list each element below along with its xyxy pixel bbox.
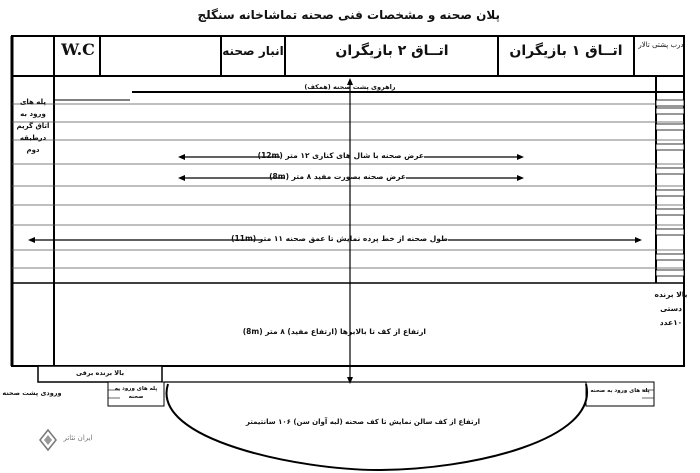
page-title: پلان صحنه و مشخصات فنی صحنه تماشاخانه سنگلج (197, 8, 500, 22)
batten-lines (12, 104, 684, 268)
stage-stairs-left-label: پله های ورود به صحنه (114, 386, 158, 400)
manual-hoists-line-1: بالا برنده (654, 290, 688, 299)
apron-height-label: ارتفاع از کف سالن نمایش تا کف صحنه (لبه آوان سن) ۱۰۶ سانتیمتر (245, 418, 480, 426)
logo-mark (40, 430, 56, 450)
rear-corridor-label: راهروی پشت صحنه (همکف) (304, 83, 396, 91)
stage-stairs-right-box (586, 382, 654, 406)
batten-ends-right (656, 108, 684, 276)
stage-width-useful-label: عرض صحنه بصورت مفید ۸ متر (8m) (269, 172, 406, 181)
stage-height-label: ارتفاع از کف تا بالابرها (ارتفاع مفید) ۸ متر (8m) (242, 327, 426, 336)
apron-curve (167, 384, 588, 470)
backstage-entry-label: ورودی پشت صحنه (2, 389, 62, 397)
electric-hoist-label: بالا برنده برقی (75, 369, 125, 377)
stage-width-wings-label: عرض صحنه با شال های کناری ۱۲ متر (12m) (257, 151, 424, 160)
wc-label: W.C (61, 40, 95, 59)
back-door-label: درب پشتی تالار (638, 41, 684, 49)
makeup-stairs-line-1: پله های (19, 98, 47, 106)
manual-hoists-line-2: دستی (660, 304, 682, 313)
makeup-stairs-line-3: اتاق گریم (16, 122, 50, 130)
stage-depth-label: طول صحنه از خط پرده نمایش تا عمق صحنه ۱۱ متر (11m) (231, 234, 448, 243)
makeup-stairs-label (13, 96, 53, 156)
stage-stairs-right-label: پله های ورود به صحنه (590, 388, 650, 394)
storage-label: انبار صحنه (222, 44, 284, 58)
dressing-room-1-label: اتــاق ۱ بازیگران (509, 43, 623, 59)
manual-hoists-line-3: ۱۰عدد (659, 318, 683, 327)
makeup-stairs-line-4: درطبقه دوم (19, 134, 47, 154)
manual-hoists-label (646, 288, 696, 330)
makeup-stairs-line-2: ورود به (20, 110, 46, 118)
logo-text: ایران تئاتر (63, 434, 93, 442)
dressing-room-2-label: اتــاق ۲ بازیگران (335, 43, 449, 59)
